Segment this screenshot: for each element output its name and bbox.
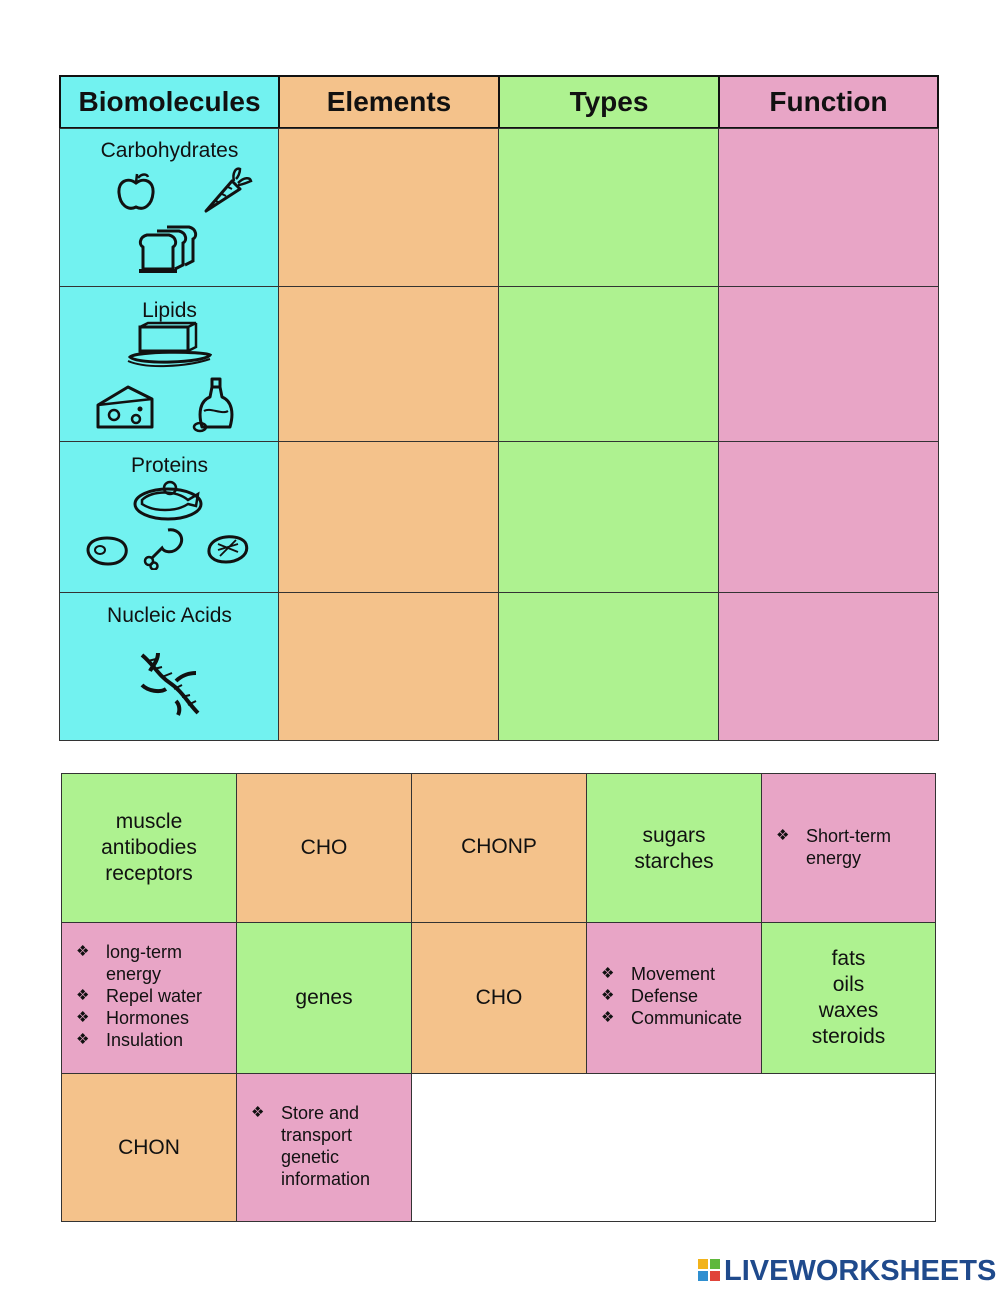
bullet-list — [76, 941, 230, 1051]
answer-cards-grid — [61, 773, 936, 1222]
steak-icon — [84, 534, 130, 568]
draggable-card-long-term-energy[interactable] — [61, 922, 237, 1074]
oil-bottle-icon — [192, 377, 240, 433]
biomolecule-name: Proteins — [130, 454, 209, 477]
nucleic-acids-types-dropzone[interactable] — [498, 592, 720, 741]
carbohydrates-function-dropzone[interactable] — [718, 128, 939, 287]
carrot-icon — [202, 165, 254, 215]
cheese-icon — [94, 383, 156, 433]
bullet-item: ❖ Movement — [601, 963, 742, 985]
biomolecule-name: Carbohydrates — [100, 139, 239, 162]
card-line: oils — [832, 973, 865, 996]
biomolecules-table — [59, 75, 939, 741]
card-line: steroids — [811, 1025, 886, 1048]
card-line: receptors — [105, 862, 193, 885]
draggable-card-short-term-energy[interactable] — [761, 773, 936, 923]
card-text: CHO — [300, 836, 348, 859]
draggable-card-muscle-antibodies-receptors[interactable] — [61, 773, 237, 923]
liveworksheets-brand — [698, 1255, 997, 1287]
bullet-item: ❖ Store and transport genetic information — [251, 1102, 405, 1190]
card-text: CHONP — [461, 835, 537, 858]
bullet-item: ❖ Insulation — [76, 1029, 230, 1051]
card-line: starches — [634, 850, 714, 873]
liveworksheets-logo-icon — [698, 1259, 720, 1281]
biomolecule-name: Nucleic Acids — [107, 604, 232, 627]
bread-icon — [137, 217, 199, 275]
card-text: CHON — [118, 1135, 180, 1159]
bullet-item: ❖ Communicate — [601, 1007, 742, 1029]
carbohydrates-elements-dropzone[interactable] — [278, 128, 500, 287]
bullet-item: ❖ Defense — [601, 985, 742, 1007]
bullet-list — [776, 825, 929, 869]
draggable-card-chonp[interactable] — [411, 773, 587, 923]
empty-area — [411, 1073, 936, 1222]
proteins-elements-dropzone[interactable] — [278, 441, 500, 593]
draggable-card-movement-defense-communicate[interactable] — [586, 922, 762, 1074]
carbohydrates-types-dropzone[interactable] — [498, 128, 720, 287]
draggable-card-genes[interactable] — [236, 922, 412, 1074]
butter-icon — [126, 321, 212, 371]
card-line: muscle — [115, 810, 183, 833]
bullet-list — [601, 963, 742, 1029]
header-biomolecules: Biomolecules — [59, 75, 280, 129]
draggable-card-cho-2[interactable] — [411, 922, 587, 1074]
dna-icon — [136, 651, 204, 717]
fish-plate-icon — [132, 480, 204, 522]
nucleic-acids-elements-dropzone[interactable] — [278, 592, 500, 741]
row-nucleic-acids-label — [59, 592, 280, 741]
salmon-icon — [206, 532, 250, 566]
card-line: fats — [831, 947, 866, 970]
draggable-card-cho[interactable] — [236, 773, 412, 923]
lipids-elements-dropzone[interactable] — [278, 286, 500, 442]
card-line: waxes — [818, 999, 879, 1022]
proteins-function-dropzone[interactable] — [718, 441, 939, 593]
draggable-card-chon[interactable] — [61, 1073, 237, 1222]
card-line: antibodies — [101, 836, 197, 859]
apple-icon — [114, 171, 158, 215]
card-text: CHO — [475, 986, 523, 1009]
lipids-types-dropzone[interactable] — [498, 286, 720, 442]
row-lipids-label — [59, 286, 280, 442]
brand-name: LIVEWORKSHEETS — [724, 1255, 997, 1287]
chicken-leg-icon — [142, 526, 186, 570]
row-proteins-label — [59, 441, 280, 593]
draggable-card-fats-oils-waxes-steroids[interactable] — [761, 922, 936, 1074]
bullet-item: ❖ Hormones — [76, 1007, 230, 1029]
row-carbohydrates-label — [59, 128, 280, 287]
lipids-function-dropzone[interactable] — [718, 286, 939, 442]
nucleic-acids-function-dropzone[interactable] — [718, 592, 939, 741]
header-types: Types — [498, 75, 720, 129]
card-line: sugars — [642, 824, 706, 847]
bullet-item: ❖ long-term energy — [76, 941, 230, 985]
bullet-item: ❖ Repel water — [76, 985, 230, 1007]
draggable-card-store-transport-genetic-information[interactable] — [236, 1073, 412, 1222]
bullet-item: ❖ Short-term energy — [776, 825, 929, 869]
header-function: Function — [718, 75, 939, 129]
header-elements: Elements — [278, 75, 500, 129]
draggable-card-sugars-starches[interactable] — [586, 773, 762, 923]
card-text: genes — [295, 986, 353, 1009]
bullet-list — [251, 1102, 405, 1190]
biomolecule-name: Lipids — [142, 299, 197, 322]
proteins-types-dropzone[interactable] — [498, 441, 720, 593]
